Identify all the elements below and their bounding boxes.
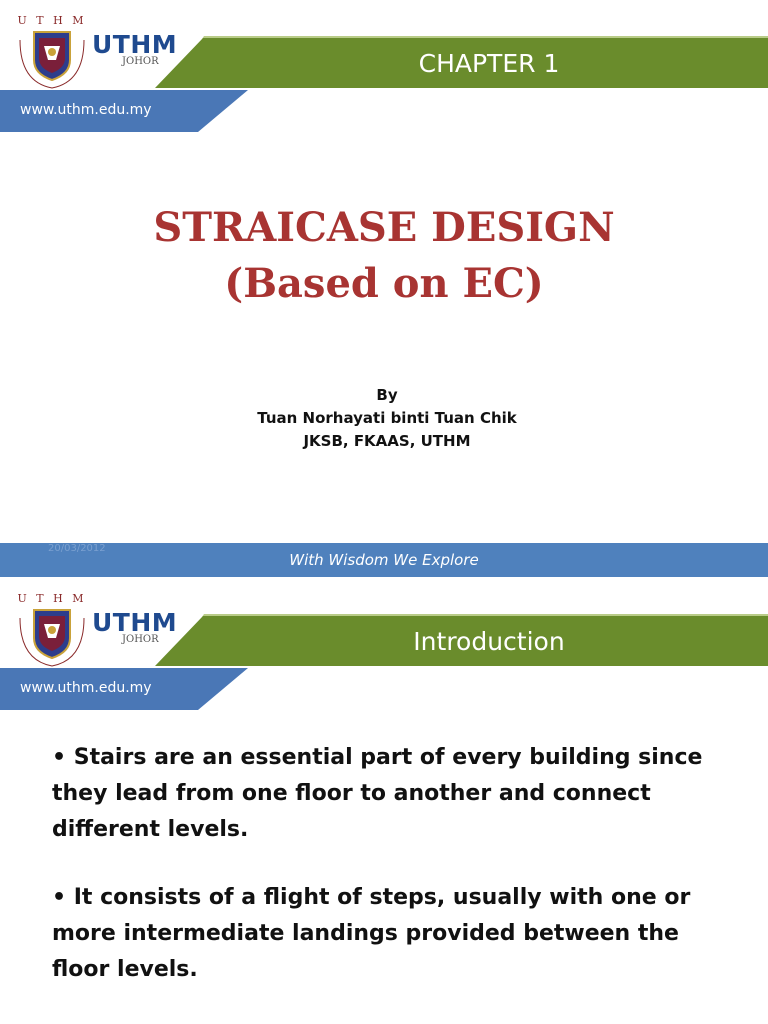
slide-subtitle: (Based on EC) <box>224 260 544 307</box>
footer-motto: With Wisdom We Explore <box>289 551 479 569</box>
slide-1 <box>0 0 768 500</box>
logo-text: UTHM <box>92 608 178 637</box>
section-title: Introduction <box>413 626 565 656</box>
by-label: By <box>376 386 398 404</box>
slide-2 <box>0 578 768 1024</box>
footer-bar <box>0 543 768 577</box>
svg-text:U T H M: U T H M <box>17 592 87 605</box>
logo-subtext: JOHOR <box>122 56 159 67</box>
author-name: Tuan Norhayati binti Tuan Chik <box>257 409 517 427</box>
logo-text: UTHM <box>92 30 178 59</box>
chapter-title: CHAPTER 1 <box>418 48 560 78</box>
bullet-list <box>52 740 742 1020</box>
author-affiliation: JKSB, FKAAS, UTHM <box>303 432 471 450</box>
bullet-item: • Stairs are an essential part of every building since they lead from one floor to another and connect different levels. <box>52 745 703 842</box>
footer-date: 20/03/2012 <box>48 543 106 554</box>
logo-subtext: JOHOR <box>122 634 159 645</box>
slide-title: STRAICASE DESIGN <box>153 204 615 251</box>
author-block <box>0 384 768 453</box>
bullet-item: • It consists of a flight of steps, usually with one or more intermediate landings provided between the floor levels. <box>52 885 691 982</box>
svg-text:U T H M: U T H M <box>17 14 87 27</box>
website-url[interactable]: www.uthm.edu.my <box>20 680 152 696</box>
website-url[interactable]: www.uthm.edu.my <box>20 102 152 118</box>
